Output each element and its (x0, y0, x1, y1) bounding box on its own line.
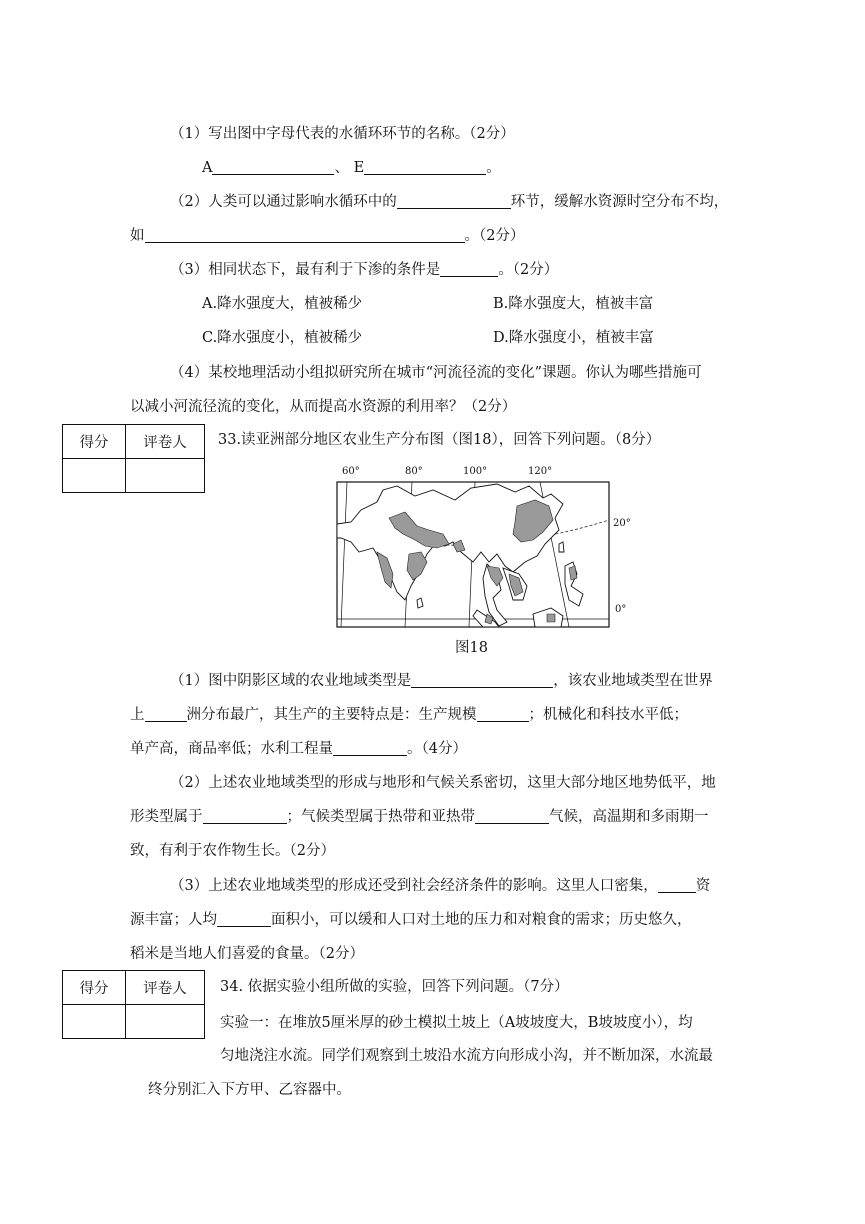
blank-example[interactable] (145, 227, 465, 243)
text: ；气候类型属于热带和亚热带 (286, 809, 475, 825)
q33-part1-line2 (130, 705, 688, 725)
period: 。 (486, 160, 501, 176)
q33-part2-line1: （2）上述农业地域类型的形成与地形和气候关系密切，这里大部分地区地势低平，地 (170, 775, 716, 791)
blank-climate[interactable] (475, 808, 549, 824)
score-cell[interactable] (63, 459, 126, 493)
q32-part2-line2 (130, 226, 524, 246)
grader-header: 评卷人 (126, 971, 205, 1005)
text: 环节，缓解水资源时空分布不均， (510, 194, 729, 210)
q34-title: 34. 依据实验小组所做的实验，回答下列问题。（7分） (220, 979, 569, 995)
separator-e: 、 E (334, 160, 365, 176)
option-c[interactable]: C.降水强度小，植被稀少 (202, 330, 363, 346)
score-table-q34 (62, 970, 205, 1039)
q33-part3-line3: 稻米是当地人们喜爱的食量。（2分） (130, 946, 364, 962)
lat-0-label: 0° (615, 604, 627, 615)
option-a[interactable]: A.降水强度大，植被稀少 (202, 296, 363, 312)
grader-cell[interactable] (126, 1005, 205, 1039)
figure-caption: 图18 (455, 640, 488, 656)
label-a: A (202, 160, 213, 176)
lon-80-label: 80° (405, 466, 423, 477)
blank-scale[interactable] (477, 706, 529, 722)
lon-100-label: 100° (463, 466, 488, 477)
q33-part2-line2 (130, 807, 709, 827)
text: 面积小，可以缓和人口对土地的压力和对粮食的需求；历史悠久， (271, 912, 692, 928)
q32-part1: （1）写出图中字母代表的水循环环节的名称。（2分） (170, 126, 515, 142)
q33-part1-line1 (170, 671, 713, 691)
text: 。（2分） (464, 228, 525, 244)
score-table-q33 (62, 424, 205, 493)
text: （3）相同状态下，最有利于下渗的条件是 (170, 262, 441, 278)
blank-choice[interactable] (440, 261, 498, 277)
text: 单产高，商品率低；水利工程量 (130, 741, 333, 757)
q34-experiment-line1: 实验一：在堆放5厘米厚的砂土模拟土坡上（A坡坡度大，B坡坡度小），均 (220, 1015, 693, 1031)
q32-part2-line1 (170, 192, 728, 212)
q33-part3-line2 (130, 910, 692, 930)
q33-part3-line1 (170, 876, 710, 896)
map-frame (337, 482, 609, 627)
text: 上 (130, 707, 145, 723)
q32-part3 (170, 260, 558, 280)
lon-120-label: 120° (528, 466, 553, 477)
text: （3）上述农业地域类型的形成还受到社会经济条件的影响。这里人口密集， (170, 878, 658, 894)
blank-e[interactable] (364, 159, 486, 175)
text: （2）人类可以通过影响水循环中的 (170, 194, 397, 210)
blank-a[interactable] (212, 159, 334, 175)
text: 洲分布最广，其生产的主要特点是：生产规模 (186, 707, 477, 723)
blank-land[interactable] (217, 911, 271, 927)
blank-agri-type[interactable] (411, 672, 553, 688)
text: 资 (695, 878, 711, 894)
text: 气候，高温期和多雨期一 (549, 809, 709, 825)
text: 。（4分） (407, 741, 467, 757)
lon-60-label: 60° (342, 466, 360, 477)
text: 如 (130, 228, 145, 244)
q34-experiment-line3: 终分别汇入下方甲、乙容器中。 (148, 1082, 351, 1098)
asia-agriculture-map (330, 462, 631, 632)
q33-part2-line3: 致，有利于农作物生长。（2分） (130, 843, 335, 859)
q33-part1-line3 (130, 739, 467, 759)
q33-title: 33.读亚洲部分地区农业生产分布图（图18），回答下列问题。（8分） (218, 432, 661, 448)
blank-continent[interactable] (145, 706, 187, 722)
blank-cycle-step[interactable] (397, 193, 511, 209)
text: 。（2分） (498, 262, 559, 278)
blank-terrain[interactable] (203, 808, 287, 824)
option-d[interactable]: D.降水强度小，植被丰富 (493, 330, 654, 346)
lat-20-label: 20° (613, 518, 631, 529)
q32-part1-answer-line (202, 158, 501, 178)
score-cell[interactable] (63, 1005, 126, 1039)
grader-header: 评卷人 (126, 425, 205, 459)
text: ；机械化和科技水平低； (528, 707, 688, 723)
score-header: 得分 (63, 971, 126, 1005)
text: 源丰富；人均 (130, 912, 217, 928)
text: 形类型属于 (130, 809, 203, 825)
q32-part4-line1: （4）某校地理活动小组拟研究所在城市“河流径流的变化”课题。你认为哪些措施可 (170, 365, 702, 381)
option-b[interactable]: B.降水强度大，植被丰富 (493, 296, 654, 312)
blank-resource[interactable] (658, 877, 696, 893)
q34-experiment-line2: 匀地浇注水流。同学们观察到土坡沿水流方向形成小沟，并不断加深，水流最 (220, 1048, 713, 1064)
blank-irrigation[interactable] (333, 740, 407, 756)
q32-part4-line2: 以减小河流径流的变化，从而提高水资源的利用率？（2分） (130, 399, 517, 415)
score-header: 得分 (63, 425, 126, 459)
text: ，该农业地域类型在世界 (553, 673, 713, 689)
text: （1）图中阴影区域的农业地域类型是 (170, 673, 412, 689)
grader-cell[interactable] (126, 459, 205, 493)
